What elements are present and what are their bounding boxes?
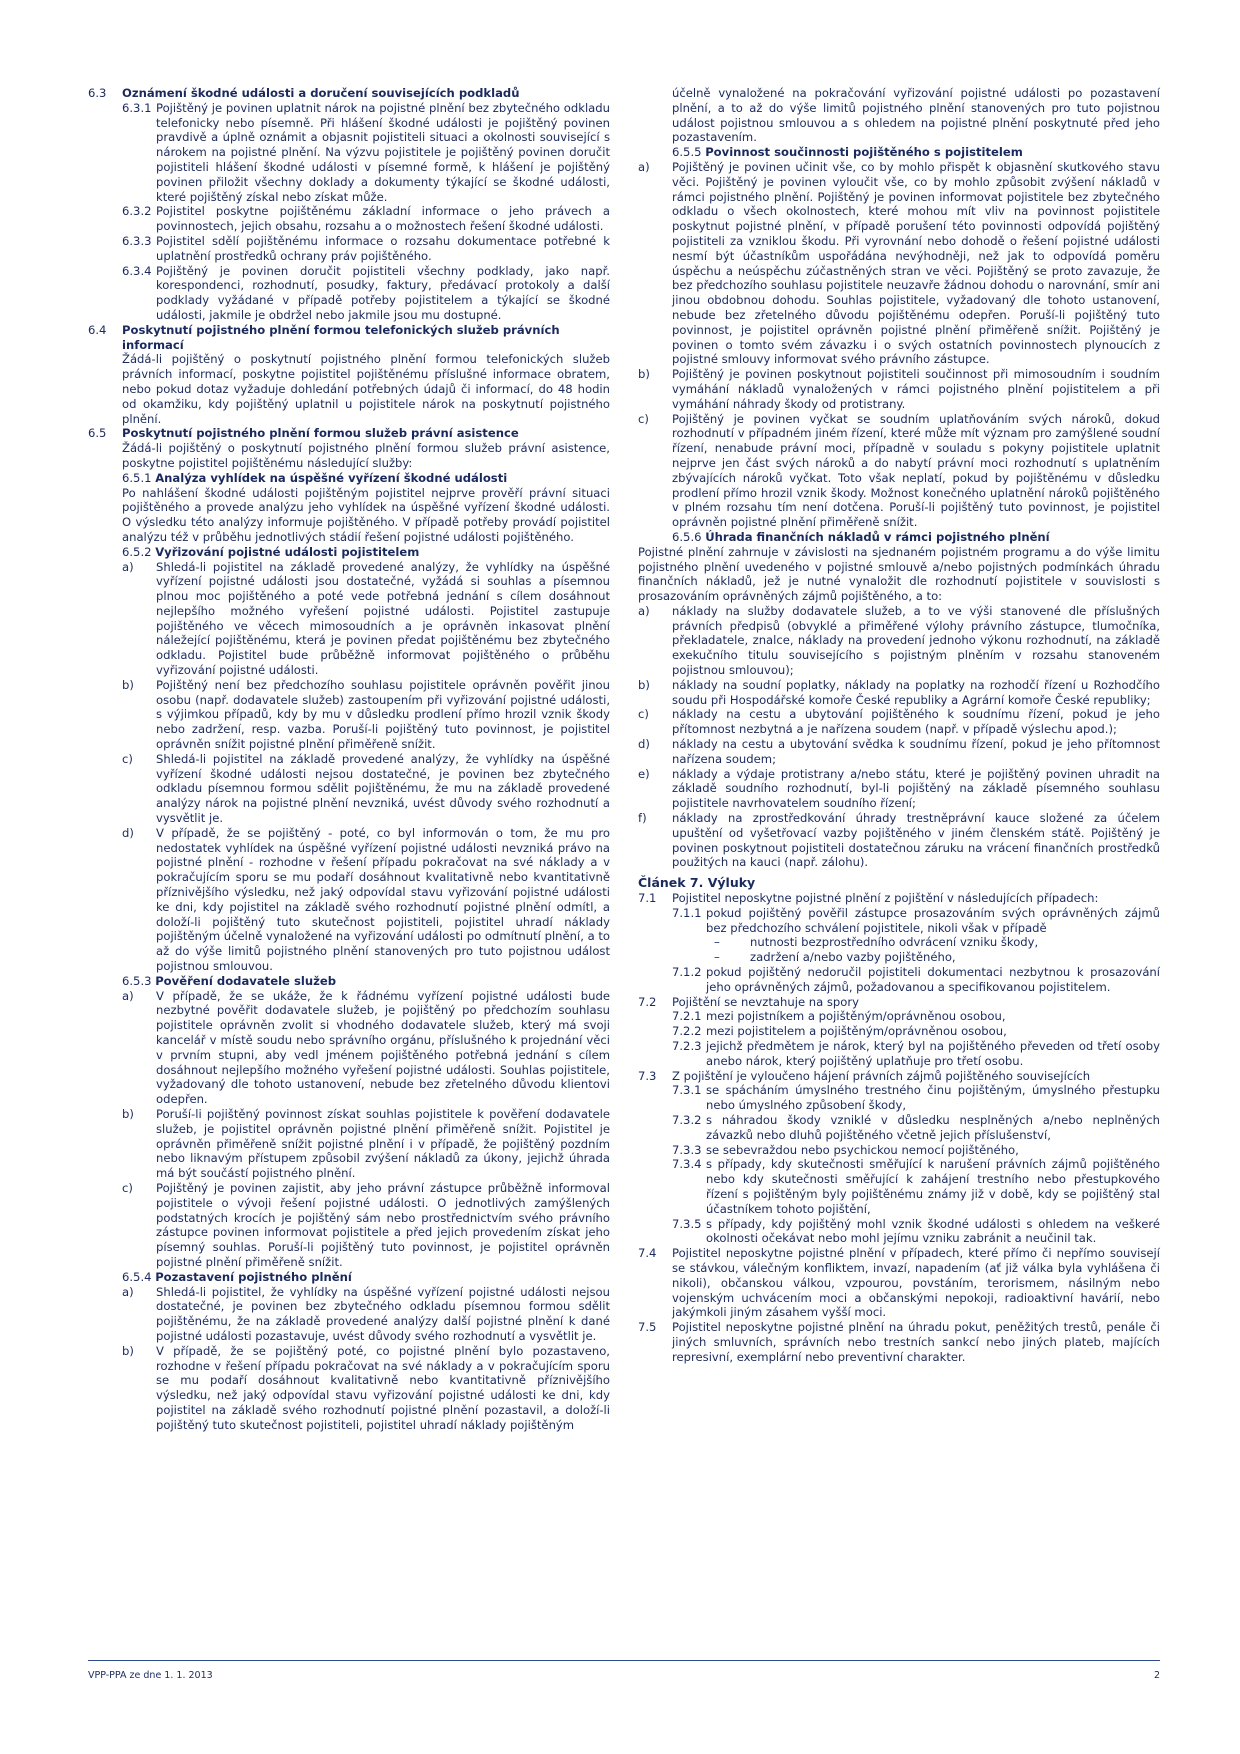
section-intro: Žádá-li pojištěný o poskytnutí pojistného plnění formou služeb právní asistence, poskytne pojistitel pojištěnému následující služby: [122, 441, 610, 470]
list-label: b) [122, 677, 134, 692]
clause-text: mezi pojistitelem a pojištěným/oprávněnou osobou, [706, 1024, 1007, 1039]
list-item [638, 412, 1160, 530]
list-text: Shledá-li pojistitel na základě provedené analýzy, že vyhlídky na úspěšné vyřízení pojistné události jsou dostatečné, vyžádá si souhlas a písemnou plnou moc pojištěného a poté vede potřebná jednání s cílem dosáhnout nejlepšího možného vyřešení pojistné události. Pojistitel zastupuje pojištěného ve věcech mimosoudních a je oprávněn inkasovat plnění náležející pojištěnému, která je povinen předat pojištěnému bez zbytečného odkladu. Pojistitel bude průběžně informovat pojištěného o průběhu vyřizování pojistné události. [156, 559, 610, 678]
clause-text: pokud pojištěný nedoručil pojistiteli dokumentaci nezbytnou k prosazování jeho oprávněných zájmů, požadovanou a specifikovanou pojistitelem. [706, 965, 1160, 994]
clause-6-3-4 [122, 264, 610, 323]
document-page [88, 86, 1160, 1686]
section-number: 7.4 [638, 1246, 657, 1261]
list-text: Pojištěný je povinen zajistit, aby jeho právní zástupce průběžně informoval pojistitele o vývoji řešení pojistné události. O jednotlivých zamýšlených podstatných krocích je pojištěný sám nebo prostřednictvím svého právního zástupce povinen informovat pojistitele a před jejich provedením získat jeho písemný souhlas. Poruší-li pojištěný tuto povinnost, je pojistitel oprávněn pojistné plnění přiměřeně snížit. [156, 1180, 610, 1269]
clause-number: 6.5.3 [122, 973, 152, 988]
clause-number: 6.5.4 [122, 1269, 152, 1284]
clause-7-3-4 [672, 1157, 1160, 1216]
clause-7-2-1 [672, 1009, 1160, 1024]
list-text: V případě, že se ukáže, že k řádnému vyřízení pojistné události bude nezbytné pověřit dodavatele služeb, je pojištěný po předchozím souhlasu pojistitele oprávněn zvolit si vhodného dodavatele služeb, který má svoji kancelář v místě soudu nebo správního orgánu, příslušného k projednání věci v prvním stupni, aby vedl jménem pojištěného potřebná jednání s cílem dosáhnout nejlepšího možného vyřešení pojistné události. Souhlas pojistitele, vyžadovaný dle tohoto ustanovení, nebude bez zřetelného důvodu klientovi odepřen. [156, 988, 610, 1107]
page-footer [88, 1660, 1160, 1681]
list-text: Pojištěný není bez předchozího souhlasu pojistitele oprávněn pověřit jinou osobu (např. dodavatele služeb) zastoupením při vyřizování pojistné události, s výjimkou případů, kdy by mu v důsledku prodlení přímo hrozil vznik škody nebo zadržení, resp. vazba. Poruší-li pojištěný tuto povinnost, je pojistitel oprávněn snížit pojistné plnění přiměřeně snížit. [156, 677, 610, 752]
clause-6-5-1 [122, 471, 610, 486]
clause-text: s případy, kdy skutečnosti směřující k narušení právních zájmů pojištěného nebo kdy skutečnosti směřující k zahájení trestního nebo přestupkového řízení s pojištěným byly pojištěnému známy již v době, kdy se pojištěný stal účastníkem tohoto pojištění, [706, 1157, 1160, 1216]
clause-6-3-1 [122, 101, 610, 205]
clause-7-1-1 [672, 906, 1160, 936]
section-6-3 [88, 86, 610, 323]
section-6-4 [88, 323, 610, 427]
clause-6-5-5 [638, 145, 1160, 160]
section-title: Oznámení škodné události a doručení souvisejících podkladů [122, 86, 520, 100]
clause-number: 6.3.3 [122, 233, 152, 248]
section-text: Pojistitel neposkytne pojistné plnění na úhradu pokut, peněžitých trestů, penále či jiných smluvních, správních nebo trestních sankcí nebo jiných plateb, majících represivní, exemplární nebo preventivní charakter. [672, 1320, 1160, 1364]
clause-7-2-3 [672, 1039, 1160, 1069]
clause-number: 7.3.2 [672, 1112, 702, 1127]
clause-number: 6.5.6 [672, 529, 702, 544]
section-text: Pojistitel neposkytne pojistné plnění v případech, které přímo či nepřímo souvisejí se stávkou, válečným konfliktem, invazí, napadením (ať již válka byla vyhlášena či nikoli), občanskou válkou, vzpourou, povstáním, terorismem, násilným nebo vojenským uchvácením moci a občanskými nepokoji, radioaktivní havárií, nebo jakýmkoli jiným zásahem vyšší moci. [672, 1246, 1160, 1320]
dash-label: – [714, 950, 720, 965]
clause-text: jejichž předmětem je nárok, který byl na pojištěného převeden od třetí osoby anebo nárok, který pojištěný uplatňuje pro třetí osobu. [706, 1039, 1160, 1068]
list-item [122, 1285, 610, 1344]
clause-text: Pojistitel poskytne pojištěnému základní informace o jeho právech a povinnostech, jejich obsahu, rozsahu a o možnostech řešení škodné události. [156, 204, 610, 234]
list-text: náklady a výdaje protistrany a/nebo státu, které je pojištěný povinen uhradit na základě soudního rozhodnutí, byl-li pojištěný na základě písemného souhlasu pojistitele navrhovatelem soudního řízení; [672, 766, 1160, 811]
dash-label: – [714, 935, 720, 950]
clause-7-1-2 [672, 965, 1160, 995]
clause-6-3-2 [122, 204, 610, 234]
list-label: d) [638, 737, 650, 752]
list-text: Shledá-li pojistitel na základě provedené analýzy, že vyhlídky na úspěšné vyřízení škodné události nejsou dostatečné, je povinen bez zbytečného odkladu písemnou formou sdělit pojištěnému, že mu na základě provedené analýzy nárok na pojistné plnění nevzniká, uvést důvody svého rozhodnutí a vysvětlit je. [156, 751, 610, 826]
clause-number: 6.3.1 [122, 100, 152, 115]
section-number: 6.4 [88, 322, 107, 337]
clause-title: Vyřizování pojistné události pojistitelem [155, 544, 420, 559]
clause-text: Po nahlášení škodné události pojištěným pojistitel nejprve prověří právní situaci pojištěného a provede analýzu jeho vyhlídek na úspěšné vyřízení škodné události. O výsledku této analýzy informuje pojištěného. V případě potřeby provádí pojistitel analýzu též v průběhu jednotlivých stádií řešení pojistné události pojištěného. [122, 485, 610, 544]
section-title: Poskytnutí pojistného plnění formou telefonických služeb právních informací [122, 322, 560, 352]
list-label: a) [122, 1284, 134, 1299]
list-label: a) [638, 603, 650, 618]
section-title: Poskytnutí pojistného plnění formou služeb právní asistence [122, 426, 519, 441]
clause-7-3-2 [672, 1113, 1160, 1143]
clause-7-3-5 [672, 1217, 1160, 1247]
list-label: c) [122, 751, 133, 766]
list-item [122, 1181, 610, 1270]
list-text: náklady na soudní poplatky, náklady na poplatky na rozhodčí řízení u Rozhodčího soudu při Hospodářské komoře České republiky a Agrární komoře České republiky; [672, 677, 1160, 707]
list-label: b) [122, 1343, 134, 1358]
section-number: 6.3 [88, 86, 107, 100]
list-label: b) [122, 1106, 134, 1121]
section-text: Pojištění se nevztahuje na spory [672, 994, 860, 1009]
list-text: V případě, že se pojištěný poté, co pojistné plnění bylo pozastaveno, rozhodne v řešení případu pokračovat na své náklady a v pokračujícím sporu se mu podaří dosáhnout kvalitativně nebo kvantitativně příznivějšího výsledku, než jaký odpovídal stavu vyřizování pojistné události ke dni, kdy pojistitel na základě svého rozhodnutí pojistné plnění pozastavil, a doloží-li pojištěný tuto skutečnost pojistiteli, pojistitel uhradí náklady pojištěným [156, 1343, 610, 1432]
clause-number: 7.2.2 [672, 1024, 702, 1039]
page-number: 2 [1153, 1670, 1160, 1681]
article-title: Článek 7. Výluky [638, 875, 756, 891]
clause-number: 7.2.3 [672, 1039, 702, 1053]
list-item [122, 989, 610, 1107]
dash-item [672, 950, 1160, 965]
list-text: Shledá-li pojistitel, že vyhlídky na úspěšné vyřízení pojistné události nejsou dostatečné, je povinen bez zbytečného odkladu písemnou formou sdělit pojištěnému, že na základě provedené analýzy další pojistné plnění k dané pojistné události pozastavuje, uvést důvody svého rozhodnutí a vysvětlit je. [156, 1284, 610, 1343]
clause-text: mezi pojistníkem a pojištěným/oprávněnou osobou, [706, 1009, 1006, 1024]
clause-text: pokud pojištěný pověřil zástupce prosazováním svých oprávněných zájmů bez předchozího schválení pojistitele, nikoli však v případě [706, 905, 1160, 935]
right-column [638, 86, 1160, 1365]
clause-7-3-1 [672, 1083, 1160, 1113]
list-label: a) [122, 559, 134, 574]
clause-6-5-4 [122, 1270, 610, 1285]
clause-text: Pojistné plnění zahrnuje v závislosti na sjednaném pojistném programu a do výše limitu pojistného plnění uvedeného v pojistné smlouvě a/nebo pojistných podmínkách úhradu finančních nákladů, jež je nutné vynaložit dle rozhodnutí pojistitele v souvislosti s prosazováním oprávněných zájmů pojištěného, a to: [638, 544, 1160, 604]
clause-number: 7.1.1 [672, 905, 702, 920]
clause-text: Pojištěný je povinen doručit pojistiteli všechny podklady, jako např. korespondenci, rozhodnutí, posudky, faktury, předávací protokoly a další podklady vyžádané v případě potřeby pojistitelem a týkající se škodné události, jakmile je obdržel nebo jakmile jsou mu dostupné. [156, 263, 610, 322]
list-item [638, 767, 1160, 811]
list-label: b) [638, 677, 650, 692]
clause-number: 7.3.1 [672, 1083, 702, 1098]
dash-text: nutnosti bezprostředního odvrácení vzniku škody, [750, 935, 1039, 950]
clause-title: Úhrada finančních nákladů v rámci pojistného plnění [705, 529, 1050, 544]
list-item [122, 678, 610, 752]
list-text: Pojištěný je povinen poskytnout pojistiteli součinnost při mimosoudním i soudním vymáhání nákladů vynaložených v rámci pojistného plnění pojistitelem a při vymáhání náhrady škody od protistrany. [672, 367, 1160, 411]
clause-6-5-6 [638, 530, 1160, 545]
list-text: náklady na cestu a ubytování pojištěného k soudnímu řízení, pokud je jeho přítomnost nezbytná a je nařízena soudem (např. v případě výslechu apod.); [672, 707, 1160, 737]
list-item [638, 811, 1160, 870]
section-number: 6.5 [88, 426, 107, 441]
clause-number: 7.2.1 [672, 1009, 702, 1024]
list-label: c) [122, 1180, 133, 1195]
section-text: Pojistitel neposkytne pojistné plnění z pojištění v následujících případech: [672, 891, 1099, 906]
clause-number: 6.3.2 [122, 204, 152, 219]
list-label: d) [122, 825, 134, 840]
list-text: náklady na cestu a ubytování svědka k soudnímu řízení, pokud je jeho přítomnost nařízena soudem; [672, 737, 1160, 766]
clause-number: 7.3.3 [672, 1142, 702, 1157]
clause-number: 7.3.4 [672, 1157, 702, 1172]
list-item [122, 560, 610, 678]
dash-item [672, 935, 1160, 950]
list-item [122, 1107, 610, 1181]
section-number: 7.5 [638, 1320, 657, 1335]
list-label: c) [638, 411, 649, 426]
list-text: V případě, že se pojištěný - poté, co byl informován o tom, že mu pro nedostatek vyhlídek na úspěšné vyřízení pojistné události nevzniká právo na pojistné plnění - rozhodne v řešení případu pokračovat na své náklady a v pokračujícím sporu se mu podaří dosáhnout kvalitativně nebo kvantitativně příznivějšího výsledku, než jaký odpovídal stavu vyřizování pojistné události ke dni, kdy pojistitel na základě svého rozhodnutí pojistné plnění odmítl, a doloží-li pojištěný tuto skutečnost pojistiteli, pojistitel uhradí náklady pojištěným účelně vynaložené na vyřizování události po odmítnutí plnění, a to až do výše limitů pojistného plnění stanovených pro tuto pojistnou událost pojistnou smlouvou. [156, 825, 611, 974]
section-text: Žádá-li pojištěný o poskytnutí pojistného plnění formou telefonických služeb právních informací, poskytne pojistitel pojištěnému příslušné informace obratem, nebo pokud dotaz vyžaduje dohledání potřebných údajů či informací, do 48 hodin od okamžiku, kdy pojištěný uplatnil u pojistitele nárok na poskytnutí pojistného plnění. [122, 352, 610, 426]
list-label: a) [122, 988, 134, 1003]
clause-text: s náhradou škody vzniklé v důsledku nesplněných a/nebo neplněných závazků nebo dluhů pojištěného včetně jejich příslušenství, [706, 1112, 1160, 1142]
list-item [638, 678, 1160, 708]
clause-title: Pověření dodavatele služeb [155, 973, 337, 988]
list-item [638, 367, 1160, 411]
section-7-5 [638, 1320, 1160, 1364]
list-label: a) [638, 159, 650, 174]
clause-number: 7.1.2 [672, 965, 702, 980]
section-number: 7.3 [638, 1068, 657, 1083]
continuation-text: účelně vynaložené na pokračování vyřizování pojistné události po pozastavení plnění, a to až do výše limitů pojistného plnění stanovených pro tuto pojistnou událost pojistnou smlouvou a s ohledem na pojistné plnění poskytnuté před jeho pozastavením. [672, 86, 1160, 145]
list-item [638, 604, 1160, 678]
clause-6-3-3 [122, 234, 610, 264]
clause-number: 7.3.5 [672, 1216, 702, 1231]
clause-text: Pojistitel sdělí pojištěnému informace o rozsahu dokumentace potřebné k uplatnění prostředků ochrany práv pojištěného. [156, 233, 610, 263]
clause-6-5-2 [122, 545, 610, 560]
list-text: Pojištěný je povinen učinit vše, co by mohlo přispět k objasnění skutkového stavu věci. Pojištěný je povinen vyloučit vše, co by mohlo způsobit zvýšení nákladů v rámci pojistného plnění. Pojištěný je povinen informovat pojistitele bez zbytečného odkladu o všech okolnostech, které mohou mít vliv na povinnost pojistitele poskytnut pojistné plnění, v případě porušení této povinnosti odpovídá pojištěný pojistiteli za vzniklou škodu. Při vyrovnání nebo dohodě o řešení pojistné události nesmí být účastníkům uspořádána nevýhodněji, než jak to odpovídá poměru úspěchu a neúspěchu zúčastněných stran ve věci. Pojištěný se proto zavazuje, že bez předchozího souhlasu pojistitele neuzavře žádnou dohodu o narovnání, smír ani jinou obdobnou dohodu. Souhlas pojistitele, vyžadovaný dle tohoto ustanovení, nebude bez zřetelného důvodu pojištěnému odepřen. Poruší-li pojištěný tuto povinnost, je pojistitel oprávněn pojistné plnění přiměřeně snížit. Pojištěný je povinen o tomto svém závazku i o svých ostatních povinnostech plynoucích z pojistné smlouvy informovat svého právního zástupce. [672, 159, 1160, 367]
clause-title: Analýza vyhlídek na úspěšné vyřízení škodné události [155, 470, 508, 485]
list-label: e) [638, 766, 650, 781]
clause-7-2-2 [672, 1024, 1160, 1039]
document-id: VPP-PPA ze dne 1. 1. 2013 [88, 1670, 213, 1681]
clause-title: Povinnost součinnosti pojištěného s pojistitelem [705, 145, 1023, 160]
section-7-1 [638, 891, 1160, 995]
list-text: náklady na zprostředkování úhrady trestněprávní kauce složené za účelem upuštění od vyšetřovací vazby pojištěného v jiném členském státě. Pojištěný je povinen poskytnout pojistiteli dostatečnou záruku na vrácení finančních prostředků použitých na kauci (např. zálohu). [672, 811, 1160, 870]
list-label: f) [638, 811, 647, 826]
clause-title: Pozastavení pojistného plnění [155, 1269, 352, 1284]
clause-number: 6.3.4 [122, 263, 152, 278]
section-text: Z pojištění je vyloučeno hájení právních zájmů pojištěného souvisejících [672, 1068, 1091, 1083]
section-7-2 [638, 995, 1160, 1069]
list-text: Poruší-li pojištěný povinnost získat souhlas pojistitele k pověření dodavatele služeb, je pojistitel oprávněn pojistné plnění přiměřeně snížit. Pojistitel je oprávněn přiměřeně snížit pojistné plnění i v případě, že pojištěný pozdním nebo liknavým přístupem způsobil zvýšení nákladů za úkony, jejichž úhrada má být součástí pojistného plnění. [156, 1106, 610, 1181]
list-label: c) [638, 707, 649, 722]
clause-text: se sebevraždou nebo psychickou nemocí pojištěného, [706, 1142, 1019, 1157]
section-number: 7.2 [638, 994, 657, 1009]
clause-6-5-3 [122, 974, 610, 989]
list-text: náklady na služby dodavatele služeb, a to ve výši stanovené dle příslušných právních předpisů (obvyklé a přiměřené výlohy právního zástupce, tlumočníka, překladatele, znalce, náklady na provedení jednoho výkonu rozhodnutí, na základě exekučního titulu souvisejícího s pojistným plněním v rozsahu stanoveném pojistnou smlouvou); [672, 603, 1160, 678]
list-item [122, 1344, 610, 1433]
clause-number: 6.5.2 [122, 544, 152, 559]
section-6-5 [88, 426, 610, 1432]
list-item [122, 752, 610, 826]
list-text: Pojištěný je povinen vyčkat se soudním uplatňováním svých nároků, dokud rozhodnutí v případném jiném řízení, které může mít význam pro zamýšlené soudní řízení, nenabude právní moci, případně v souladu s pokyny pojistitele uplatnit nejprve jen část svých nároků a do nabytí právní moci rozhodnutí s uplatněním zbývajících nároků vyčkat. Toto však neplatí, pokud by pojištěnému v důsledku prodlení přímo hrozil vznik škody. Možnost konečného uplatnění nároků pojištěného v plném rozsahu tím není dotčena. Poruší-li pojištěný tuto povinnost, je pojistitel oprávněn pojistné plnění přiměřeně snížit. [672, 411, 1160, 530]
section-7-3 [638, 1069, 1160, 1247]
list-item [638, 160, 1160, 367]
clause-text: Pojištěný je povinen uplatnit nárok na pojistné plnění bez zbytečného odkladu telefonicky nebo písemně. Při hlášení škodné události je pojištěný povinen pravdivě a úplně oznámit a objasnit pojistiteli situaci a okolnosti související s nárokem na pojistné plnění. Na výzvu pojistitele je pojištěný povinen doručit pojistiteli hlášení škodné události v písemné formě, k hlášení je pojištěný povinen přiložit všechny doklady a dokumenty týkající se škodné události, které pojištěný získal nebo získat může. [156, 100, 610, 204]
clause-text: se spácháním úmyslného trestného činu pojištěným, úmyslného přestupku nebo úmyslného způsobení škody, [706, 1083, 1160, 1113]
clause-number: 6.5.5 [672, 145, 702, 160]
clause-7-3-3 [672, 1143, 1160, 1158]
clause-number: 6.5.1 [122, 470, 152, 485]
list-item [638, 707, 1160, 737]
section-7-4 [638, 1246, 1160, 1320]
list-label: b) [638, 367, 650, 382]
list-item [122, 826, 610, 974]
dash-text: zadržení a/nebo vazby pojištěného, [750, 950, 956, 965]
list-item [638, 737, 1160, 767]
left-column [88, 86, 610, 1433]
clause-text: s případy, kdy pojištěný mohl vznik škodné události s ohledem na veškeré okolnosti očekávat nebo mohl jejímu vzniku zabránit a neučinil tak. [706, 1216, 1160, 1246]
section-number: 7.1 [638, 891, 657, 906]
